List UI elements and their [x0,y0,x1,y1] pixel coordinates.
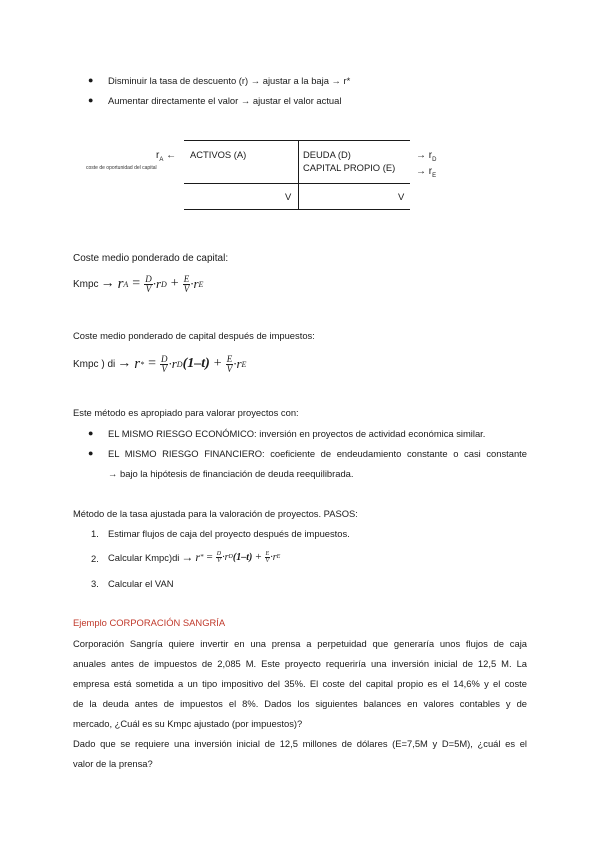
step-1-text: Estimar flujos de caja del proyecto después de impuestos. [108,528,350,539]
fraction-d-v: $\frac{D}{V}$ [216,550,222,564]
arrow-symbol: → [117,356,132,371]
fraction-e-v: $\frac{E}{V}$ [226,353,233,374]
fraction-d-v: $\frac{D}{V}$ [145,273,152,294]
step-number: 2. [91,553,99,564]
star-sup: * [140,359,145,369]
wacc-tax-formula [73,350,246,378]
example-line: valor de la prensa? [73,758,153,769]
equals-sign: = [148,356,156,371]
step-number: 3. [91,578,99,589]
fraction-d-v: $\frac{D}{V}$ [160,353,168,374]
rate-r: ·r [190,276,199,291]
tax-factor: (1–t) [182,356,210,371]
balance-top-line [184,140,410,141]
method-intro: Este método es apropiado para valorar proyectos con: [73,407,299,418]
fraction-e-v: $\frac{E}{V}$ [265,550,270,564]
asset-rate-label: $r_A$ ← [156,150,177,163]
bullet-dot: ● [88,448,94,458]
method-item-2b: → bajo la hipótesis de financiación de deuda reequilibrada. [108,468,354,479]
wacc-lhs: r [117,275,124,292]
plus-sign: + [213,356,222,371]
wacc-heading: Coste medio ponderado de capital: [73,253,229,264]
arrow-symbol: → [181,549,194,564]
example-line: anuales antes de impuestos de 2,085 M. Este proyecto requeriría una inversión inicial de 12,5 M. La [73,658,527,669]
bullet-dot: ● [88,428,94,438]
balance-bottom-line [184,209,410,210]
rate-sub: E [276,554,281,560]
example-line: empresa está sometida a un tipo impositivo del 35%. El coste del capital propio es el 14,6% y el coste [73,678,527,689]
wacc-formula [73,271,203,297]
bullet-dot: ● [88,75,94,85]
bullet-text-1: Disminuir la tasa de descuento (r) → ajustar a la baja → r* [108,75,351,86]
example-title: Ejemplo CORPORACIÓN SANGRÍA [73,617,226,628]
step-3-text: Calcular el VAN [108,578,174,589]
rate-r: ·r [152,276,162,291]
steps-intro: Método de la tasa ajustada para la valoración de proyectos. PASOS: [73,508,358,519]
wacc-tax-lhs: r [134,355,141,372]
opportunity-cost-caption: coste de oportunidad del capital [86,165,157,171]
equity-rate: → $r_E$ [416,166,437,179]
debt-label: DEUDA (D) [303,149,351,160]
step-2-label: Calcular Kmpc)di [108,551,180,563]
step-number: 1. [91,528,99,539]
rate-r: ·r [168,356,177,371]
rate-sub: D [228,554,233,560]
step-2-lhs: r [195,549,201,564]
example-line: Corporación Sangría quiere invertir en una prensa a perpetuidad que generaría unos flujos de caja [73,638,527,649]
example-line: de la deuda antes de impuestos el 8%. Dados los siguientes balances en valores contables y de [73,698,527,709]
assets-label: ACTIVOS (A) [190,149,247,160]
wacc-tax-heading: Coste medio ponderado de capital después de impuestos: [73,330,315,341]
rate-r: ·r [222,551,229,563]
bullet-dot: ● [88,95,94,105]
plus-sign: + [170,276,179,291]
arrow-symbol: → [100,276,115,291]
star-sup: * [200,553,204,561]
balance-divider [298,140,299,210]
rate-r: ·r [270,551,277,563]
rate-sub: D [161,279,167,289]
wacc-label: Kmpc [73,278,99,290]
liabilities-total: V [398,191,405,202]
wacc-tax-label: Kmpc ) di [73,358,116,370]
equity-label: CAPITAL PROPIO (E) [303,162,396,173]
method-item-2a: EL MISMO RIESGO FINANCIERO: coeficiente de endeudamiento constante o casi constante [108,448,527,459]
step-2-formula [108,545,280,569]
rate-sub: E [198,279,204,289]
rate-sub: D [176,359,183,369]
example-line: mercado, ¿Cuál es su Kmpc ajustado (por impuestos)? [73,718,303,729]
tax-factor: (1–t) [232,551,253,563]
bullet-text-2: Aumentar directamente el valor → ajustar el valor actual [108,95,342,106]
rate-r: ·r [233,356,242,371]
fraction-e-v: $\frac{E}{V}$ [183,273,190,294]
debt-rate: → $r_D$ [416,150,437,163]
balance-mid-line [184,183,410,184]
method-item-1: EL MISMO RIESGO ECONÓMICO: inversión en proyectos de actividad económica similar. [108,428,486,439]
rate-sub: E [241,359,247,369]
assets-total: V [285,191,292,202]
equals-sign: = [132,276,141,291]
example-line: Dado que se requiere una inversión inicial de 12,5 millones de dólares (E=7,5M y D=5M), ¿cuál es el [73,738,527,749]
wacc-lhs-sub: A [123,279,129,289]
equals-sign: = [206,551,213,563]
plus-sign: + [255,551,262,563]
